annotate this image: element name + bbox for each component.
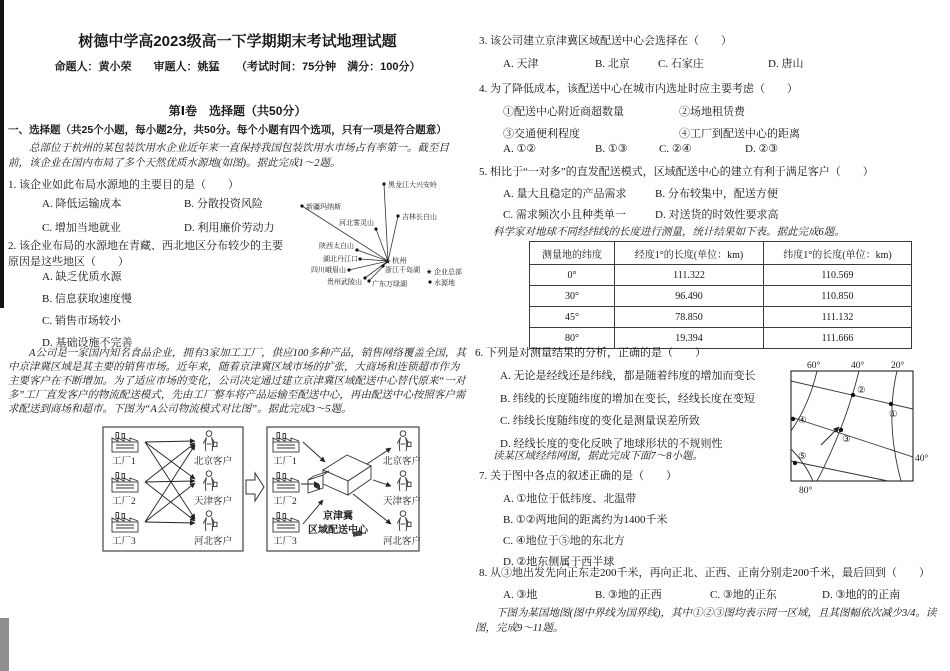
passage-water: 总部位于杭州的某包装饮用水企业近年来一直保持我国包装饮用水市场占有率第一。截至目前，该企业在国内布局了多个天然优质水源地(如图)。据此完成1～2题。 <box>8 143 449 169</box>
map-hq-marker: ★ <box>384 257 392 266</box>
table-cell: 96.490 <box>615 286 764 307</box>
table-row <box>530 286 912 307</box>
table-cell: 19.394 <box>615 328 764 349</box>
question-2-stem: 2. 该企业布局的水源地在青藏、西北地区分布较少的主要原因是这些地区（ ） <box>8 240 283 268</box>
table-cell: 111.666 <box>764 328 912 349</box>
table-cell: 80° <box>530 328 615 349</box>
customer-label: 北京客户 <box>383 457 422 467</box>
q4-option: B. ①③ <box>595 143 628 155</box>
grid-point-label: ⑤ <box>798 452 807 462</box>
q2-option: A. 缺乏优质水源 <box>42 271 122 283</box>
question-7-options <box>503 489 668 573</box>
q6-option: B. 纬线的长度随纬度的增加在变长，经线长度在变短 <box>500 392 755 405</box>
right-column <box>475 0 950 671</box>
q3-option: C. 石家庄 <box>658 58 704 70</box>
table-cell: 45° <box>530 307 615 328</box>
question-6-stem: 6. 下列是对测量结果的分析，正确的是（ ） <box>475 347 706 359</box>
q8-option: C. ③地的正东 <box>710 589 777 601</box>
map-label-hq: 杭州 <box>392 256 407 265</box>
map-label: 陕西太白山 <box>319 242 354 250</box>
legend-hq-marker: ★ <box>426 268 433 276</box>
grid-meridian-label: 20° <box>891 361 905 371</box>
passage-country: 下图为某国地图(图中界线为国界线)，其中①②③图均表示同一区域，且其图幅依次减少3/4。读图，完成9～11题。 <box>475 608 937 634</box>
q8-option: A. ③地 <box>503 589 538 601</box>
page-title: 树德中学高2023级高一下学期期末考试地理试题 <box>78 33 397 50</box>
q2-option: B. 信息获取速度慢 <box>42 293 132 305</box>
factory-label: 工厂1 <box>112 457 136 467</box>
q5-option: D. 对送货的时效性要求高 <box>655 209 779 221</box>
legend-source-label: 水源地 <box>434 279 455 287</box>
measurement-table <box>529 241 912 349</box>
q4-item: ①配送中心附近商超数量 <box>503 106 624 118</box>
grid-meridian-label: 40° <box>851 361 865 371</box>
q7-option: A. ①地位于低纬度、北温带 <box>503 493 637 505</box>
table-cell: 111.132 <box>764 307 912 328</box>
map-label: 贵州武陵山 <box>327 278 362 286</box>
q4-option: A. ①② <box>503 143 537 155</box>
q8-option: D. ③地的的正南 <box>822 589 901 601</box>
map-label: 河北雾灵山 <box>339 219 374 227</box>
q5-option: B. 分布较集中，配送方便 <box>655 188 778 200</box>
q6-option: D. 经线长度的变化反映了地球形状的不规则性 <box>500 437 723 450</box>
q4-option: C. ②④ <box>659 143 692 155</box>
transition-arrow <box>246 473 264 501</box>
q3-option: B. 北京 <box>595 58 630 70</box>
grid-point-label: ④ <box>798 416 807 426</box>
q4-item: ④工厂到配送中心的距离 <box>679 128 800 140</box>
q7-option: C. ④地位于⑤地的东北方 <box>503 535 625 547</box>
question-7-stem: 7. 关于图中各点的叙述正确的是（ ） <box>479 470 677 482</box>
q6-option: A. 无论是经线还是纬线，都是随着纬度的增加而变长 <box>500 370 756 382</box>
table-cell: 110.850 <box>764 286 912 307</box>
table-cell: 110.569 <box>764 265 912 286</box>
q3-option: D. 唐山 <box>768 58 804 70</box>
table-header-cell: 纬度1°的长度(单位：km) <box>764 242 912 265</box>
factory-label: 工厂3 <box>112 537 136 547</box>
q3-option: A. 天津 <box>503 58 539 70</box>
q2-option: D. 基础设施不完善 <box>42 337 133 349</box>
q1-option: C. 增加当地就业 <box>42 222 121 234</box>
map-label: 广东万绿湖 <box>372 280 407 288</box>
question-3-stem: 3. 该公司建立京津冀区域配送中心会选择在（ ） <box>479 35 732 47</box>
direct-model-box <box>103 427 243 551</box>
question-3-options <box>503 55 803 71</box>
q5-option: C. 需求频次小且种类单一 <box>503 209 626 221</box>
customer-label: 北京客户 <box>194 457 233 467</box>
exam-meta: 命题人：黄小荣 审题人：姚猛 （考试时间：75分钟 满分：100分） <box>54 61 421 73</box>
question-2-options <box>42 266 132 354</box>
table-cell: 0° <box>530 265 615 286</box>
factory-label: 工厂3 <box>273 537 297 547</box>
q2-option: C. 销售市场较小 <box>42 315 121 327</box>
q1-option: D. 利用廉价劳动力 <box>184 222 275 234</box>
table-row <box>530 265 912 286</box>
question-6-options <box>500 365 755 455</box>
table-cell: 111.322 <box>615 265 764 286</box>
grid-point-label: ① <box>889 410 898 420</box>
question-4-items <box>503 101 800 145</box>
grid-meridian-label: 60° <box>807 361 821 371</box>
map-label: 四川峨眉山 <box>311 266 346 274</box>
question-1-stem: 1. 该企业如此布局水源地的主要目的是（ ） <box>8 179 239 191</box>
question-5-options <box>503 184 778 226</box>
map-label: 湖北丹江口 <box>323 255 358 263</box>
q6-option: C. 纬线长度随纬度的变化是测量误差所致 <box>500 415 700 427</box>
grid-meridian-label: 80° <box>799 486 813 496</box>
grid-point-label: ③ <box>842 435 851 445</box>
q4-item: ②场地租赁费 <box>679 106 745 118</box>
passage-logistics: A公司是一家国内知名食品企业，拥有3家加工工厂，供应100多种产品，销售网络覆盖全国，其中京津冀区域是其主要的销售市场。近年来，随着京津冀区域市场的扩张，大商场和连锁超市作为主要客户在不断增加。为了适应市场的变化，公司决定通过建立京津冀区域配送中心替代原来“一对多”工厂直发客户的物流配送模式，先由工厂整车将产品运输至配送中心，再由配送中心按照客户需求配送到商场和超市。下图为“A公司物流模式对比图”。据此完成3～5题。 <box>8 348 466 415</box>
passage-table: 科学家对地球不同经纬线的长度进行测量，统计结果如下表。据此完成6题。 <box>493 227 845 238</box>
customer-label: 河北客户 <box>383 537 422 547</box>
grid-point-label: ② <box>857 386 866 396</box>
latlon-grid-map <box>783 357 945 505</box>
water-source-map <box>288 162 470 304</box>
map-label: 新疆玛纳斯 <box>306 203 341 211</box>
customer-label: 河北客户 <box>194 537 233 547</box>
q4-item: ③交通便利程度 <box>503 128 580 140</box>
section-heading: 第Ⅰ卷 选择题（共50分） <box>168 104 307 118</box>
table-header-row <box>530 242 912 265</box>
table-header-cell: 测量地的纬度 <box>530 242 615 265</box>
customer-label: 天津客户 <box>194 497 233 507</box>
question-5-stem: 5. 相比于“一对多”的直发配送模式，区域配送中心的建立有利于满足客户（ ） <box>479 166 874 178</box>
q1-option: A. 降低运输成本 <box>42 198 122 210</box>
customer-label: 天津客户 <box>383 497 422 507</box>
section-instructions: 一、选择题（共25个小题，每小题2分，共50分。每个小题有四个选项，只有一项是符合题意） <box>8 124 447 136</box>
passage-grid: 读某区域经纬网图，据此完成下面7～8小题。 <box>493 451 703 462</box>
dc-model-box <box>267 427 421 551</box>
table-cell: 30° <box>530 286 615 307</box>
factory-label: 工厂2 <box>112 497 136 507</box>
map-label: 吉林长白山 <box>402 213 437 221</box>
q7-option: D. ②地东侧属于西半球 <box>503 556 615 568</box>
q1-option: B. 分散投资风险 <box>184 198 263 210</box>
dc-label-line2: 区域配送中心 <box>308 525 368 536</box>
table-row <box>530 307 912 328</box>
question-1-options <box>42 192 326 240</box>
question-8-stem: 8. 从③地出发先向正东走200千米，再向正北、正西、正南分别走200千米，最后回到（ ） <box>479 567 930 579</box>
table-cell: 78.850 <box>615 307 764 328</box>
table-header-cell: 经度1°的长度(单位：km) <box>615 242 764 265</box>
q8-option: B. ③地的正西 <box>595 589 662 601</box>
q7-option: B. ①②两地间的距离约为1400千米 <box>503 514 668 526</box>
factory-label: 工厂2 <box>273 497 297 507</box>
q5-option: A. 量大且稳定的产品需求 <box>503 188 627 200</box>
logistics-diagram <box>95 424 427 562</box>
q4-option: D. ②③ <box>745 143 779 155</box>
map-label: 黑龙江大兴安岭 <box>388 181 437 189</box>
grid-parallel-label: 40° <box>915 454 929 464</box>
factory-label: 工厂1 <box>273 457 297 467</box>
question-4-options <box>503 142 778 155</box>
map-label: 浙江千岛湖 <box>385 266 420 274</box>
dc-label-line1: 京津冀 <box>323 511 353 522</box>
question-4-stem: 4. 为了降低成本，该配送中心在城市内选址时应主要考虑（ ） <box>479 83 798 95</box>
legend-hq-label: 企业总部 <box>434 268 462 276</box>
question-8-options <box>503 586 900 602</box>
